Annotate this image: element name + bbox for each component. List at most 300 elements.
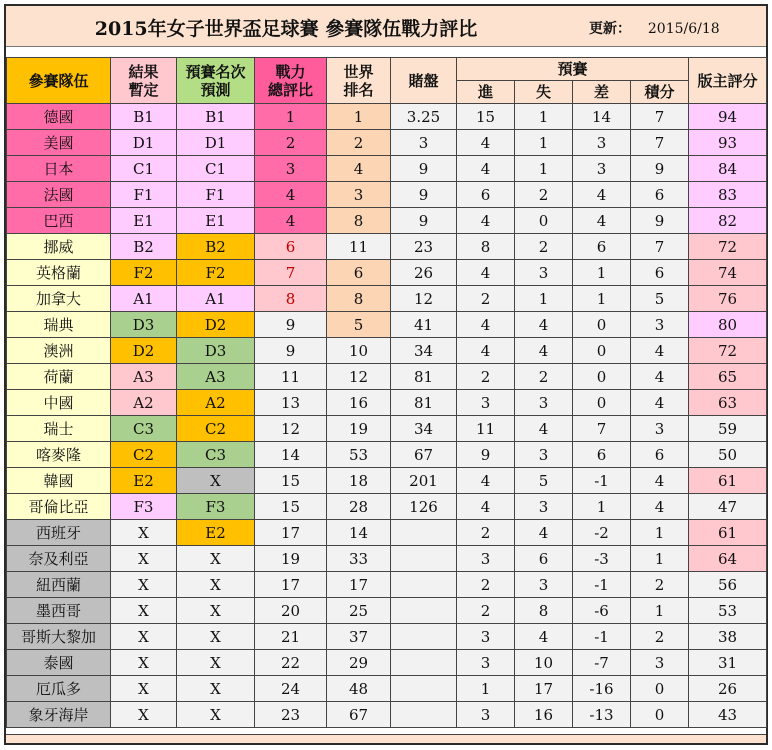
goals-for: 4 [457, 468, 515, 494]
predict-code: F1 [177, 182, 255, 208]
points: 1 [631, 546, 689, 572]
predict-code: B2 [177, 234, 255, 260]
odds-value [391, 702, 457, 728]
points: 4 [631, 390, 689, 416]
goals-for: 3 [457, 650, 515, 676]
col-host-score: 版主評分 [689, 58, 767, 104]
power-rating: 11 [255, 364, 327, 390]
points: 0 [631, 702, 689, 728]
host-score: 61 [689, 468, 767, 494]
world-rank: 28 [327, 494, 391, 520]
table-row [7, 442, 767, 468]
power-rating: 3 [255, 156, 327, 182]
power-rating: 15 [255, 494, 327, 520]
table-row [7, 546, 767, 572]
goals-against: 2 [515, 364, 573, 390]
predict-code: X [177, 598, 255, 624]
result-code: F2 [111, 260, 177, 286]
goal-diff: -1 [573, 624, 631, 650]
table-row [7, 702, 767, 728]
col-rank-line2: 排名 [343, 80, 374, 99]
world-rank: 14 [327, 520, 391, 546]
table-row [7, 676, 767, 702]
predict-code: X [177, 650, 255, 676]
goal-diff: 1 [573, 260, 631, 286]
team-name: 奈及利亞 [7, 546, 111, 572]
odds-value [391, 624, 457, 650]
goals-for: 6 [457, 182, 515, 208]
table-body [7, 104, 767, 728]
odds-value: 26 [391, 260, 457, 286]
result-code: X [111, 546, 177, 572]
col-goal-diff: 差 [573, 81, 631, 104]
odds-value: 201 [391, 468, 457, 494]
table-row [7, 520, 767, 546]
host-score: 84 [689, 156, 767, 182]
goals-against: 3 [515, 390, 573, 416]
goal-diff: -1 [573, 468, 631, 494]
team-name: 紐西蘭 [7, 572, 111, 598]
table-row [7, 234, 767, 260]
predict-code: X [177, 702, 255, 728]
world-rank: 25 [327, 598, 391, 624]
goals-for: 4 [457, 260, 515, 286]
team-name: 泰國 [7, 650, 111, 676]
goals-for: 8 [457, 234, 515, 260]
result-code: X [111, 598, 177, 624]
goal-diff: -2 [573, 520, 631, 546]
host-score: 72 [689, 234, 767, 260]
predict-code: C2 [177, 416, 255, 442]
world-rank: 33 [327, 546, 391, 572]
host-score: 82 [689, 208, 767, 234]
team-name: 美國 [7, 130, 111, 156]
col-rank-line1: 世界 [343, 62, 374, 81]
predict-code: D1 [177, 130, 255, 156]
world-rank: 11 [327, 234, 391, 260]
table-row [7, 286, 767, 312]
goals-against: 10 [515, 650, 573, 676]
table-row [7, 338, 767, 364]
points: 1 [631, 520, 689, 546]
header-row-1 [7, 58, 767, 81]
power-rating: 21 [255, 624, 327, 650]
col-odds: 賭盤 [391, 58, 457, 104]
world-rank: 37 [327, 624, 391, 650]
team-name: 瑞士 [7, 416, 111, 442]
host-score: 64 [689, 546, 767, 572]
team-name: 瑞典 [7, 312, 111, 338]
goal-diff: 0 [573, 364, 631, 390]
power-rating: 8 [255, 286, 327, 312]
page-title: 2015年女子世界盃足球賽 參賽隊伍戰力評比 [94, 18, 478, 40]
goals-against: 5 [515, 468, 573, 494]
goal-diff: 14 [573, 104, 631, 130]
result-code: X [111, 572, 177, 598]
power-rating: 2 [255, 130, 327, 156]
goal-diff: 0 [573, 390, 631, 416]
odds-value: 41 [391, 312, 457, 338]
predict-code: X [177, 676, 255, 702]
result-code: F1 [111, 182, 177, 208]
col-team: 參賽隊伍 [7, 58, 111, 104]
table-row [7, 208, 767, 234]
world-rank: 2 [327, 130, 391, 156]
goals-for: 4 [457, 130, 515, 156]
goals-against: 3 [515, 494, 573, 520]
world-rank: 12 [327, 364, 391, 390]
power-rating: 4 [255, 208, 327, 234]
points: 7 [631, 104, 689, 130]
world-rank: 16 [327, 390, 391, 416]
world-rank: 29 [327, 650, 391, 676]
team-rating-table [6, 57, 767, 728]
odds-value [391, 650, 457, 676]
goal-diff: -13 [573, 702, 631, 728]
world-rank: 48 [327, 676, 391, 702]
power-rating: 13 [255, 390, 327, 416]
power-rating: 6 [255, 234, 327, 260]
result-code: E2 [111, 468, 177, 494]
result-code: X [111, 624, 177, 650]
predict-code: B1 [177, 104, 255, 130]
team-name: 法國 [7, 182, 111, 208]
table-row [7, 182, 767, 208]
goals-against: 1 [515, 156, 573, 182]
points: 9 [631, 208, 689, 234]
spreadsheet [4, 4, 768, 745]
points: 3 [631, 416, 689, 442]
predict-code: A3 [177, 364, 255, 390]
col-world-rank [327, 58, 391, 104]
odds-value: 81 [391, 390, 457, 416]
goal-diff: -7 [573, 650, 631, 676]
goals-against: 16 [515, 702, 573, 728]
odds-value: 34 [391, 416, 457, 442]
col-result-line2: 暫定 [128, 80, 159, 99]
predict-code: A1 [177, 286, 255, 312]
host-score: 53 [689, 598, 767, 624]
updated-date: 2015/6/18 [647, 21, 720, 37]
host-score: 38 [689, 624, 767, 650]
goals-for: 2 [457, 520, 515, 546]
predict-code: C1 [177, 156, 255, 182]
table-row [7, 598, 767, 624]
points: 3 [631, 312, 689, 338]
power-rating: 1 [255, 104, 327, 130]
team-name: 澳洲 [7, 338, 111, 364]
goal-diff: -6 [573, 598, 631, 624]
world-rank: 1 [327, 104, 391, 130]
goals-against: 2 [515, 182, 573, 208]
odds-value: 34 [391, 338, 457, 364]
host-score: 93 [689, 130, 767, 156]
odds-value [391, 572, 457, 598]
host-score: 61 [689, 520, 767, 546]
table-row [7, 572, 767, 598]
table-row [7, 156, 767, 182]
result-code: X [111, 520, 177, 546]
table-row [7, 312, 767, 338]
points: 4 [631, 364, 689, 390]
odds-value [391, 520, 457, 546]
host-score: 31 [689, 650, 767, 676]
goals-against: 1 [515, 104, 573, 130]
goals-for: 4 [457, 338, 515, 364]
col-power-line2: 總評比 [267, 80, 313, 99]
host-score: 65 [689, 364, 767, 390]
col-power-line1: 戰力 [275, 62, 306, 81]
result-code: B2 [111, 234, 177, 260]
world-rank: 19 [327, 416, 391, 442]
goals-for: 11 [457, 416, 515, 442]
col-predict-line1: 預賽名次 [185, 62, 246, 81]
host-score: 56 [689, 572, 767, 598]
predict-code: X [177, 546, 255, 572]
points: 1 [631, 598, 689, 624]
goal-diff: 7 [573, 416, 631, 442]
power-rating: 7 [255, 260, 327, 286]
power-rating: 9 [255, 338, 327, 364]
team-name: 喀麥隆 [7, 442, 111, 468]
title-bar [6, 6, 766, 47]
goals-for: 3 [457, 624, 515, 650]
odds-value: 3.25 [391, 104, 457, 130]
points: 4 [631, 468, 689, 494]
goals-for: 2 [457, 572, 515, 598]
world-rank: 67 [327, 702, 391, 728]
team-name: 哥倫比亞 [7, 494, 111, 520]
world-rank: 4 [327, 156, 391, 182]
goals-against: 17 [515, 676, 573, 702]
result-code: D3 [111, 312, 177, 338]
table-row [7, 364, 767, 390]
host-score: 59 [689, 416, 767, 442]
predict-code: C3 [177, 442, 255, 468]
points: 5 [631, 286, 689, 312]
result-code: D2 [111, 338, 177, 364]
team-name: 日本 [7, 156, 111, 182]
predict-code: D2 [177, 312, 255, 338]
goals-against: 3 [515, 442, 573, 468]
goal-diff: 0 [573, 312, 631, 338]
power-rating: 17 [255, 572, 327, 598]
goal-diff: 0 [573, 338, 631, 364]
points: 6 [631, 442, 689, 468]
goals-against: 8 [515, 598, 573, 624]
update-info [589, 18, 720, 38]
goals-against: 1 [515, 130, 573, 156]
goals-for: 4 [457, 208, 515, 234]
goals-for: 3 [457, 702, 515, 728]
goals-against: 3 [515, 572, 573, 598]
power-rating: 14 [255, 442, 327, 468]
predict-code: X [177, 572, 255, 598]
team-name: 巴西 [7, 208, 111, 234]
predict-code: D3 [177, 338, 255, 364]
result-code: D1 [111, 130, 177, 156]
predict-code: E2 [177, 520, 255, 546]
points: 9 [631, 156, 689, 182]
odds-value: 81 [391, 364, 457, 390]
table-row [7, 390, 767, 416]
host-score: 76 [689, 286, 767, 312]
goals-against: 4 [515, 520, 573, 546]
points: 4 [631, 338, 689, 364]
col-predict-line2: 預測 [200, 80, 231, 99]
goals-against: 2 [515, 234, 573, 260]
goal-diff: 1 [573, 286, 631, 312]
result-code: C2 [111, 442, 177, 468]
table-row [7, 416, 767, 442]
host-score: 72 [689, 338, 767, 364]
odds-value: 67 [391, 442, 457, 468]
power-rating: 20 [255, 598, 327, 624]
odds-value: 3 [391, 130, 457, 156]
goals-against: 4 [515, 624, 573, 650]
goals-for: 2 [457, 286, 515, 312]
goal-diff: 1 [573, 494, 631, 520]
result-code: F3 [111, 494, 177, 520]
goals-against: 6 [515, 546, 573, 572]
goals-for: 2 [457, 364, 515, 390]
power-rating: 19 [255, 546, 327, 572]
col-qualifier: 預賽 [457, 58, 689, 81]
power-rating: 15 [255, 468, 327, 494]
table-row [7, 494, 767, 520]
goals-for: 3 [457, 546, 515, 572]
col-points: 積分 [631, 81, 689, 104]
power-rating: 12 [255, 416, 327, 442]
world-rank: 8 [327, 208, 391, 234]
odds-value: 23 [391, 234, 457, 260]
col-result-line1: 結果 [128, 62, 159, 81]
world-rank: 3 [327, 182, 391, 208]
result-code: X [111, 650, 177, 676]
result-code: A3 [111, 364, 177, 390]
power-rating: 4 [255, 182, 327, 208]
power-rating: 22 [255, 650, 327, 676]
odds-value [391, 676, 457, 702]
predict-code: X [177, 624, 255, 650]
goals-against: 4 [515, 312, 573, 338]
col-goals-for: 進 [457, 81, 515, 104]
goals-for: 4 [457, 494, 515, 520]
goal-diff: 3 [573, 156, 631, 182]
team-name: 厄瓜多 [7, 676, 111, 702]
team-name: 哥斯大黎加 [7, 624, 111, 650]
odds-value: 9 [391, 182, 457, 208]
world-rank: 17 [327, 572, 391, 598]
team-name: 荷蘭 [7, 364, 111, 390]
col-power [255, 58, 327, 104]
points: 2 [631, 624, 689, 650]
result-code: A1 [111, 286, 177, 312]
world-rank: 18 [327, 468, 391, 494]
table-row [7, 260, 767, 286]
odds-value [391, 598, 457, 624]
odds-value: 9 [391, 208, 457, 234]
host-score: 63 [689, 390, 767, 416]
goals-against: 3 [515, 260, 573, 286]
odds-value: 9 [391, 156, 457, 182]
predict-code: F3 [177, 494, 255, 520]
points: 2 [631, 572, 689, 598]
host-score: 43 [689, 702, 767, 728]
bottom-band [6, 734, 766, 743]
team-name: 挪威 [7, 234, 111, 260]
host-score: 47 [689, 494, 767, 520]
host-score: 80 [689, 312, 767, 338]
world-rank: 10 [327, 338, 391, 364]
points: 0 [631, 676, 689, 702]
points: 3 [631, 650, 689, 676]
goals-for: 9 [457, 442, 515, 468]
host-score: 94 [689, 104, 767, 130]
world-rank: 8 [327, 286, 391, 312]
result-code: X [111, 702, 177, 728]
host-score: 26 [689, 676, 767, 702]
team-name: 德國 [7, 104, 111, 130]
col-predict [177, 58, 255, 104]
result-code: C1 [111, 156, 177, 182]
host-score: 74 [689, 260, 767, 286]
odds-value: 126 [391, 494, 457, 520]
team-name: 象牙海岸 [7, 702, 111, 728]
result-code: E1 [111, 208, 177, 234]
goal-diff: -16 [573, 676, 631, 702]
table-row [7, 468, 767, 494]
odds-value: 12 [391, 286, 457, 312]
goal-diff: 6 [573, 442, 631, 468]
team-name: 韓國 [7, 468, 111, 494]
points: 6 [631, 260, 689, 286]
goals-for: 4 [457, 156, 515, 182]
goals-for: 4 [457, 312, 515, 338]
goals-for: 1 [457, 676, 515, 702]
team-name: 加拿大 [7, 286, 111, 312]
power-rating: 9 [255, 312, 327, 338]
team-name: 墨西哥 [7, 598, 111, 624]
power-rating: 24 [255, 676, 327, 702]
result-code: C3 [111, 416, 177, 442]
result-code: B1 [111, 104, 177, 130]
goals-against: 1 [515, 286, 573, 312]
goal-diff: -1 [573, 572, 631, 598]
power-rating: 17 [255, 520, 327, 546]
points: 4 [631, 494, 689, 520]
goals-against: 0 [515, 208, 573, 234]
table-row [7, 624, 767, 650]
goals-for: 15 [457, 104, 515, 130]
result-code: A2 [111, 390, 177, 416]
predict-code: X [177, 468, 255, 494]
team-name: 中國 [7, 390, 111, 416]
world-rank: 53 [327, 442, 391, 468]
power-rating: 23 [255, 702, 327, 728]
points: 7 [631, 234, 689, 260]
goal-diff: 4 [573, 182, 631, 208]
world-rank: 6 [327, 260, 391, 286]
goal-diff: 6 [573, 234, 631, 260]
goals-against: 4 [515, 416, 573, 442]
goal-diff: 4 [573, 208, 631, 234]
col-goals-against: 失 [515, 81, 573, 104]
predict-code: A2 [177, 390, 255, 416]
odds-value [391, 546, 457, 572]
table-row [7, 104, 767, 130]
goals-for: 2 [457, 598, 515, 624]
